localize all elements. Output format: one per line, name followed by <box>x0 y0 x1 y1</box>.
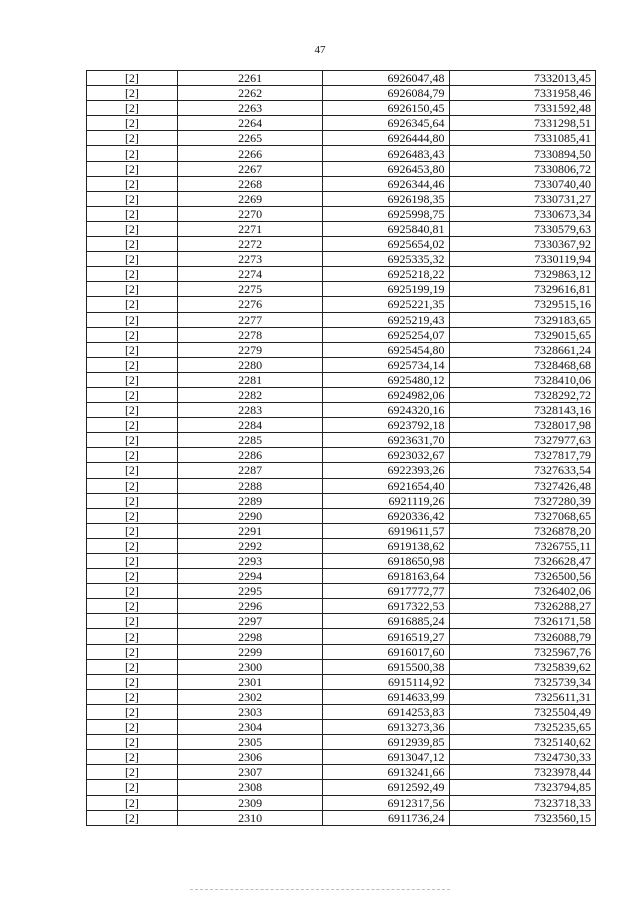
y-coordinate-cell: 7323978,44 <box>449 765 595 780</box>
table-row <box>87 267 596 282</box>
ref-cell: [2] <box>87 493 178 508</box>
y-coordinate-cell: 7330894,50 <box>449 146 595 161</box>
y-coordinate-cell: 7326088,79 <box>449 629 595 644</box>
point-number-cell: 2261 <box>177 71 322 86</box>
y-coordinate-cell: 7325140,62 <box>449 735 595 750</box>
point-number-cell: 2304 <box>177 720 322 735</box>
ref-cell: [2] <box>87 554 178 569</box>
y-coordinate-cell: 7330673,34 <box>449 206 595 221</box>
y-coordinate-cell: 7328410,06 <box>449 372 595 387</box>
coordinates-table-body <box>87 71 596 826</box>
x-coordinate-cell: 6919138,62 <box>323 538 449 553</box>
point-number-cell: 2290 <box>177 508 322 523</box>
ref-cell: [2] <box>87 146 178 161</box>
point-number-cell: 2263 <box>177 101 322 116</box>
table-row <box>87 569 596 584</box>
table-row <box>87 237 596 252</box>
y-coordinate-cell: 7323560,15 <box>449 810 595 825</box>
ref-cell: [2] <box>87 297 178 312</box>
y-coordinate-cell: 7331085,41 <box>449 131 595 146</box>
x-coordinate-cell: 6926150,45 <box>323 101 449 116</box>
x-coordinate-cell: 6926483,43 <box>323 146 449 161</box>
ref-cell: [2] <box>87 569 178 584</box>
table-row <box>87 508 596 523</box>
x-coordinate-cell: 6913273,36 <box>323 720 449 735</box>
table-row <box>87 372 596 387</box>
point-number-cell: 2287 <box>177 463 322 478</box>
ref-cell: [2] <box>87 342 178 357</box>
x-coordinate-cell: 6919611,57 <box>323 523 449 538</box>
table-row <box>87 131 596 146</box>
x-coordinate-cell: 6925998,75 <box>323 206 449 221</box>
ref-cell: [2] <box>87 418 178 433</box>
ref-cell: [2] <box>87 252 178 267</box>
y-coordinate-cell: 7326628,47 <box>449 554 595 569</box>
x-coordinate-cell: 6926444,80 <box>323 131 449 146</box>
table-row <box>87 357 596 372</box>
x-coordinate-cell: 6925840,81 <box>323 221 449 236</box>
ref-cell: [2] <box>87 659 178 674</box>
table-row <box>87 659 596 674</box>
point-number-cell: 2296 <box>177 599 322 614</box>
point-number-cell: 2303 <box>177 704 322 719</box>
x-coordinate-cell: 6923792,18 <box>323 418 449 433</box>
table-row <box>87 750 596 765</box>
table-row <box>87 71 596 86</box>
table-row <box>87 403 596 418</box>
page-number: 47 <box>314 44 326 56</box>
ref-cell: [2] <box>87 750 178 765</box>
x-coordinate-cell: 6925454,80 <box>323 342 449 357</box>
x-coordinate-cell: 6918163,64 <box>323 569 449 584</box>
y-coordinate-cell: 7330806,72 <box>449 161 595 176</box>
y-coordinate-cell: 7327977,63 <box>449 433 595 448</box>
point-number-cell: 2283 <box>177 403 322 418</box>
table-row <box>87 116 596 131</box>
point-number-cell: 2273 <box>177 252 322 267</box>
point-number-cell: 2286 <box>177 448 322 463</box>
table-row <box>87 689 596 704</box>
ref-cell: [2] <box>87 282 178 297</box>
point-number-cell: 2279 <box>177 342 322 357</box>
ref-cell: [2] <box>87 116 178 131</box>
point-number-cell: 2270 <box>177 206 322 221</box>
table-row <box>87 584 596 599</box>
x-coordinate-cell: 6926047,48 <box>323 71 449 86</box>
ref-cell: [2] <box>87 584 178 599</box>
point-number-cell: 2262 <box>177 86 322 101</box>
y-coordinate-cell: 7332013,45 <box>449 71 595 86</box>
ref-cell: [2] <box>87 101 178 116</box>
x-coordinate-cell: 6926344,46 <box>323 176 449 191</box>
point-number-cell: 2307 <box>177 765 322 780</box>
x-coordinate-cell: 6912592,49 <box>323 780 449 795</box>
table-row <box>87 810 596 825</box>
table-row <box>87 342 596 357</box>
y-coordinate-cell: 7327633,54 <box>449 463 595 478</box>
point-number-cell: 2308 <box>177 780 322 795</box>
y-coordinate-cell: 7330740,40 <box>449 176 595 191</box>
y-coordinate-cell: 7326402,06 <box>449 584 595 599</box>
y-coordinate-cell: 7328017,98 <box>449 418 595 433</box>
y-coordinate-cell: 7327817,79 <box>449 448 595 463</box>
x-coordinate-cell: 6911736,24 <box>323 810 449 825</box>
y-coordinate-cell: 7330119,94 <box>449 252 595 267</box>
point-number-cell: 2291 <box>177 523 322 538</box>
point-number-cell: 2282 <box>177 387 322 402</box>
x-coordinate-cell: 6926084,79 <box>323 86 449 101</box>
x-coordinate-cell: 6916519,27 <box>323 629 449 644</box>
table-row <box>87 433 596 448</box>
x-coordinate-cell: 6916017,60 <box>323 644 449 659</box>
point-number-cell: 2288 <box>177 478 322 493</box>
table-row <box>87 765 596 780</box>
point-number-cell: 2277 <box>177 312 322 327</box>
x-coordinate-cell: 6924320,16 <box>323 403 449 418</box>
point-number-cell: 2289 <box>177 493 322 508</box>
point-number-cell: 2272 <box>177 237 322 252</box>
ref-cell: [2] <box>87 221 178 236</box>
point-number-cell: 2293 <box>177 554 322 569</box>
point-number-cell: 2267 <box>177 161 322 176</box>
table-row <box>87 176 596 191</box>
table-row <box>87 554 596 569</box>
point-number-cell: 2266 <box>177 146 322 161</box>
ref-cell: [2] <box>87 448 178 463</box>
y-coordinate-cell: 7325839,62 <box>449 659 595 674</box>
table-row <box>87 146 596 161</box>
x-coordinate-cell: 6920336,42 <box>323 508 449 523</box>
point-number-cell: 2306 <box>177 750 322 765</box>
y-coordinate-cell: 7328143,16 <box>449 403 595 418</box>
ref-cell: [2] <box>87 704 178 719</box>
table-row <box>87 720 596 735</box>
table-row <box>87 206 596 221</box>
ref-cell: [2] <box>87 191 178 206</box>
ref-cell: [2] <box>87 327 178 342</box>
point-number-cell: 2269 <box>177 191 322 206</box>
ref-cell: [2] <box>87 237 178 252</box>
y-coordinate-cell: 7325504,49 <box>449 704 595 719</box>
x-coordinate-cell: 6925221,35 <box>323 297 449 312</box>
x-coordinate-cell: 6914633,99 <box>323 689 449 704</box>
table-row <box>87 101 596 116</box>
table-row <box>87 795 596 810</box>
ref-cell: [2] <box>87 599 178 614</box>
bottom-divider <box>190 889 450 890</box>
point-number-cell: 2276 <box>177 297 322 312</box>
ref-cell: [2] <box>87 463 178 478</box>
table-row <box>87 297 596 312</box>
x-coordinate-cell: 6918650,98 <box>323 554 449 569</box>
x-coordinate-cell: 6925254,07 <box>323 327 449 342</box>
x-coordinate-cell: 6917322,53 <box>323 599 449 614</box>
table-row <box>87 644 596 659</box>
table-row <box>87 493 596 508</box>
x-coordinate-cell: 6912939,85 <box>323 735 449 750</box>
y-coordinate-cell: 7327426,48 <box>449 478 595 493</box>
y-coordinate-cell: 7331298,51 <box>449 116 595 131</box>
y-coordinate-cell: 7326171,58 <box>449 614 595 629</box>
ref-cell: [2] <box>87 644 178 659</box>
ref-cell: [2] <box>87 206 178 221</box>
x-coordinate-cell: 6925335,32 <box>323 252 449 267</box>
coordinates-table <box>86 70 596 826</box>
table-row <box>87 478 596 493</box>
x-coordinate-cell: 6917772,77 <box>323 584 449 599</box>
y-coordinate-cell: 7323794,85 <box>449 780 595 795</box>
table-row <box>87 735 596 750</box>
table-row <box>87 448 596 463</box>
ref-cell: [2] <box>87 523 178 538</box>
point-number-cell: 2275 <box>177 282 322 297</box>
ref-cell: [2] <box>87 131 178 146</box>
x-coordinate-cell: 6925480,12 <box>323 372 449 387</box>
y-coordinate-cell: 7325739,34 <box>449 674 595 689</box>
ref-cell: [2] <box>87 538 178 553</box>
y-coordinate-cell: 7330579,63 <box>449 221 595 236</box>
table-row <box>87 221 596 236</box>
point-number-cell: 2305 <box>177 735 322 750</box>
x-coordinate-cell: 6926198,35 <box>323 191 449 206</box>
table-row <box>87 161 596 176</box>
x-coordinate-cell: 6913241,66 <box>323 765 449 780</box>
y-coordinate-cell: 7326755,11 <box>449 538 595 553</box>
table-row <box>87 629 596 644</box>
ref-cell: [2] <box>87 71 178 86</box>
ref-cell: [2] <box>87 508 178 523</box>
point-number-cell: 2265 <box>177 131 322 146</box>
ref-cell: [2] <box>87 312 178 327</box>
y-coordinate-cell: 7323718,33 <box>449 795 595 810</box>
y-coordinate-cell: 7327280,39 <box>449 493 595 508</box>
x-coordinate-cell: 6913047,12 <box>323 750 449 765</box>
x-coordinate-cell: 6925219,43 <box>323 312 449 327</box>
table-row <box>87 614 596 629</box>
ref-cell: [2] <box>87 735 178 750</box>
ref-cell: [2] <box>87 267 178 282</box>
y-coordinate-cell: 7329863,12 <box>449 267 595 282</box>
y-coordinate-cell: 7329616,81 <box>449 282 595 297</box>
y-coordinate-cell: 7324730,33 <box>449 750 595 765</box>
point-number-cell: 2284 <box>177 418 322 433</box>
point-number-cell: 2268 <box>177 176 322 191</box>
x-coordinate-cell: 6916885,24 <box>323 614 449 629</box>
ref-cell: [2] <box>87 161 178 176</box>
x-coordinate-cell: 6921654,40 <box>323 478 449 493</box>
ref-cell: [2] <box>87 689 178 704</box>
x-coordinate-cell: 6912317,56 <box>323 795 449 810</box>
y-coordinate-cell: 7326500,56 <box>449 569 595 584</box>
x-coordinate-cell: 6925199,19 <box>323 282 449 297</box>
y-coordinate-cell: 7325235,65 <box>449 720 595 735</box>
table-row <box>87 191 596 206</box>
x-coordinate-cell: 6915114,92 <box>323 674 449 689</box>
ref-cell: [2] <box>87 478 178 493</box>
y-coordinate-cell: 7328292,72 <box>449 387 595 402</box>
ref-cell: [2] <box>87 357 178 372</box>
ref-cell: [2] <box>87 720 178 735</box>
x-coordinate-cell: 6923032,67 <box>323 448 449 463</box>
point-number-cell: 2294 <box>177 569 322 584</box>
ref-cell: [2] <box>87 387 178 402</box>
ref-cell: [2] <box>87 372 178 387</box>
x-coordinate-cell: 6922393,26 <box>323 463 449 478</box>
table-row <box>87 674 596 689</box>
x-coordinate-cell: 6926345,64 <box>323 116 449 131</box>
x-coordinate-cell: 6924982,06 <box>323 387 449 402</box>
point-number-cell: 2297 <box>177 614 322 629</box>
point-number-cell: 2264 <box>177 116 322 131</box>
x-coordinate-cell: 6921119,26 <box>323 493 449 508</box>
point-number-cell: 2298 <box>177 629 322 644</box>
ref-cell: [2] <box>87 403 178 418</box>
table-row <box>87 538 596 553</box>
point-number-cell: 2281 <box>177 372 322 387</box>
point-number-cell: 2310 <box>177 810 322 825</box>
point-number-cell: 2278 <box>177 327 322 342</box>
ref-cell: [2] <box>87 780 178 795</box>
point-number-cell: 2295 <box>177 584 322 599</box>
y-coordinate-cell: 7328661,24 <box>449 342 595 357</box>
y-coordinate-cell: 7326878,20 <box>449 523 595 538</box>
y-coordinate-cell: 7325611,31 <box>449 689 595 704</box>
y-coordinate-cell: 7330731,27 <box>449 191 595 206</box>
x-coordinate-cell: 6925654,02 <box>323 237 449 252</box>
point-number-cell: 2309 <box>177 795 322 810</box>
point-number-cell: 2285 <box>177 433 322 448</box>
table-row <box>87 327 596 342</box>
x-coordinate-cell: 6925218,22 <box>323 267 449 282</box>
table-row <box>87 780 596 795</box>
y-coordinate-cell: 7325967,76 <box>449 644 595 659</box>
table-row <box>87 86 596 101</box>
x-coordinate-cell: 6925734,14 <box>323 357 449 372</box>
table-row <box>87 252 596 267</box>
point-number-cell: 2274 <box>177 267 322 282</box>
ref-cell: [2] <box>87 176 178 191</box>
y-coordinate-cell: 7331958,46 <box>449 86 595 101</box>
x-coordinate-cell: 6923631,70 <box>323 433 449 448</box>
point-number-cell: 2292 <box>177 538 322 553</box>
x-coordinate-cell: 6915500,38 <box>323 659 449 674</box>
ref-cell: [2] <box>87 629 178 644</box>
point-number-cell: 2299 <box>177 644 322 659</box>
point-number-cell: 2271 <box>177 221 322 236</box>
point-number-cell: 2301 <box>177 674 322 689</box>
table-row <box>87 704 596 719</box>
table-row <box>87 418 596 433</box>
x-coordinate-cell: 6914253,83 <box>323 704 449 719</box>
x-coordinate-cell: 6926453,80 <box>323 161 449 176</box>
ref-cell: [2] <box>87 614 178 629</box>
y-coordinate-cell: 7331592,48 <box>449 101 595 116</box>
ref-cell: [2] <box>87 810 178 825</box>
ref-cell: [2] <box>87 765 178 780</box>
point-number-cell: 2302 <box>177 689 322 704</box>
ref-cell: [2] <box>87 86 178 101</box>
table-row <box>87 599 596 614</box>
table-row <box>87 387 596 402</box>
table-row <box>87 282 596 297</box>
y-coordinate-cell: 7330367,92 <box>449 237 595 252</box>
y-coordinate-cell: 7329515,16 <box>449 297 595 312</box>
ref-cell: [2] <box>87 795 178 810</box>
y-coordinate-cell: 7329015,65 <box>449 327 595 342</box>
point-number-cell: 2280 <box>177 357 322 372</box>
table-row <box>87 312 596 327</box>
point-number-cell: 2300 <box>177 659 322 674</box>
y-coordinate-cell: 7326288,27 <box>449 599 595 614</box>
y-coordinate-cell: 7327068,65 <box>449 508 595 523</box>
table-row <box>87 463 596 478</box>
ref-cell: [2] <box>87 433 178 448</box>
ref-cell: [2] <box>87 674 178 689</box>
y-coordinate-cell: 7328468,68 <box>449 357 595 372</box>
table-row <box>87 523 596 538</box>
y-coordinate-cell: 7329183,65 <box>449 312 595 327</box>
